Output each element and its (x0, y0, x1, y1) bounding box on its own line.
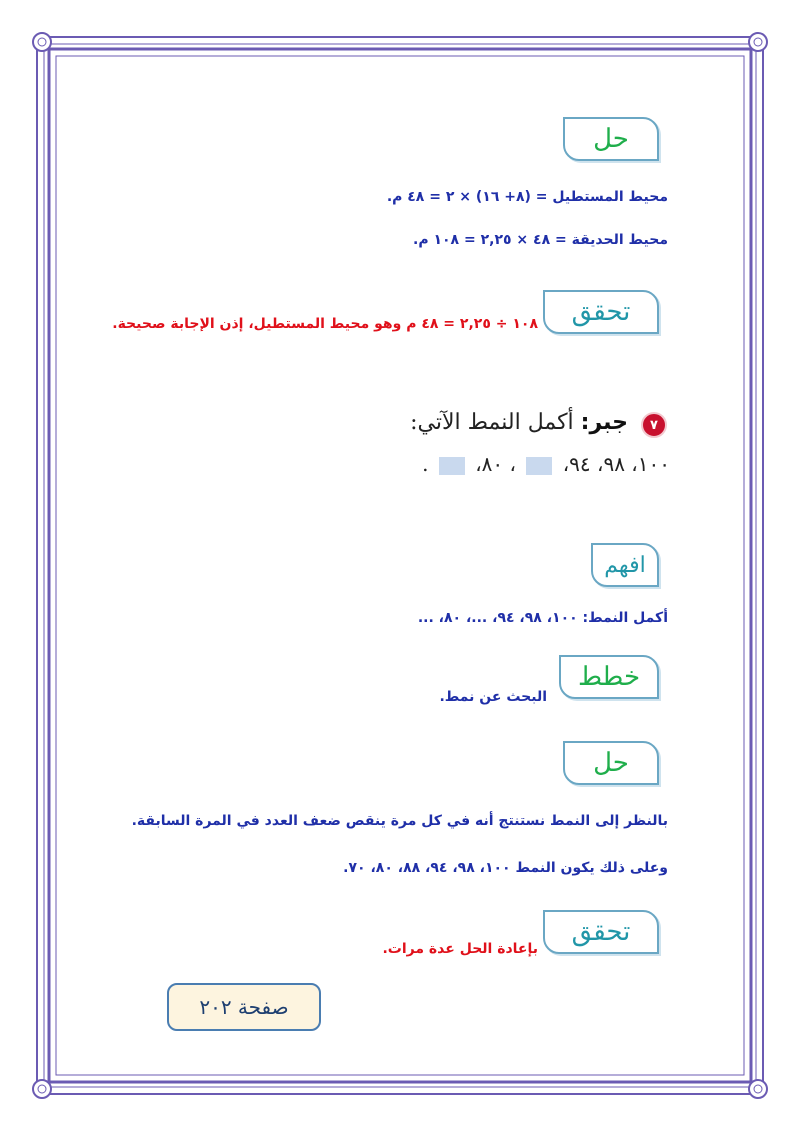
blank-box-2[interactable] (439, 457, 465, 475)
check-label: تحقق (571, 297, 631, 327)
rectangle-perimeter-line: محيط المستطيل = (٨+ ١٦) × ٢ = ٤٨ م. (386, 189, 668, 205)
solution2-label-box (563, 741, 659, 785)
pattern-sequence (250, 452, 670, 476)
check-text: ١٠٨ ÷ ٢,٢٥ = ٤٨ م وهو محيط المستطيل، إذن الإجابة صحيحة. (112, 316, 538, 332)
sequence-sep: ، (509, 452, 516, 476)
solution-label-box (563, 117, 659, 161)
sequence-end: . (422, 452, 429, 476)
problem-heading: جبر: (580, 410, 628, 435)
blank-box-1[interactable] (526, 457, 552, 475)
page-number-box (167, 983, 321, 1031)
sequence-eighty: ٨٠، (475, 452, 504, 476)
understand-label-box (591, 543, 659, 587)
sequence-known: ١٠٠، ٩٨، ٩٤، (562, 452, 670, 476)
check2-text: بإعادة الحل عدة مرات. (382, 941, 538, 957)
problem-number-badge (641, 412, 667, 438)
plan-label: خطط (577, 662, 641, 692)
garden-perimeter-line: محيط الحديقة = ٤٨ × ٢,٢٥ = ١٠٨ م. (413, 232, 668, 248)
understand-text: أكمل النمط: ١٠٠، ٩٨، ٩٤، ...، ٨٠، ... (417, 610, 668, 626)
problem-number: ٧ (650, 417, 658, 433)
understand-label: افهم (604, 552, 646, 578)
solution2-line2: وعلى ذلك يكون النمط ١٠٠، ٩٨، ٩٤، ٨٨، ٨٠، ٧٠. (343, 860, 668, 876)
check2-label-box (543, 910, 659, 954)
plan-label-box (559, 655, 659, 699)
solution2-line1: بالنظر إلى النمط نستنتج أنه في كل مرة ينقص ضعف العدد في المرة السابقة. (131, 813, 668, 829)
check2-label: تحقق (571, 917, 631, 947)
page-number: صفحة ٢٠٢ (199, 995, 289, 1019)
plan-text: البحث عن نمط. (439, 689, 547, 705)
problem-statement (208, 410, 628, 435)
check-label-box (543, 290, 659, 334)
problem-question: أكمل النمط الآتي: (410, 410, 574, 435)
solution-label: حل (593, 124, 629, 154)
solution2-label: حل (593, 748, 629, 778)
